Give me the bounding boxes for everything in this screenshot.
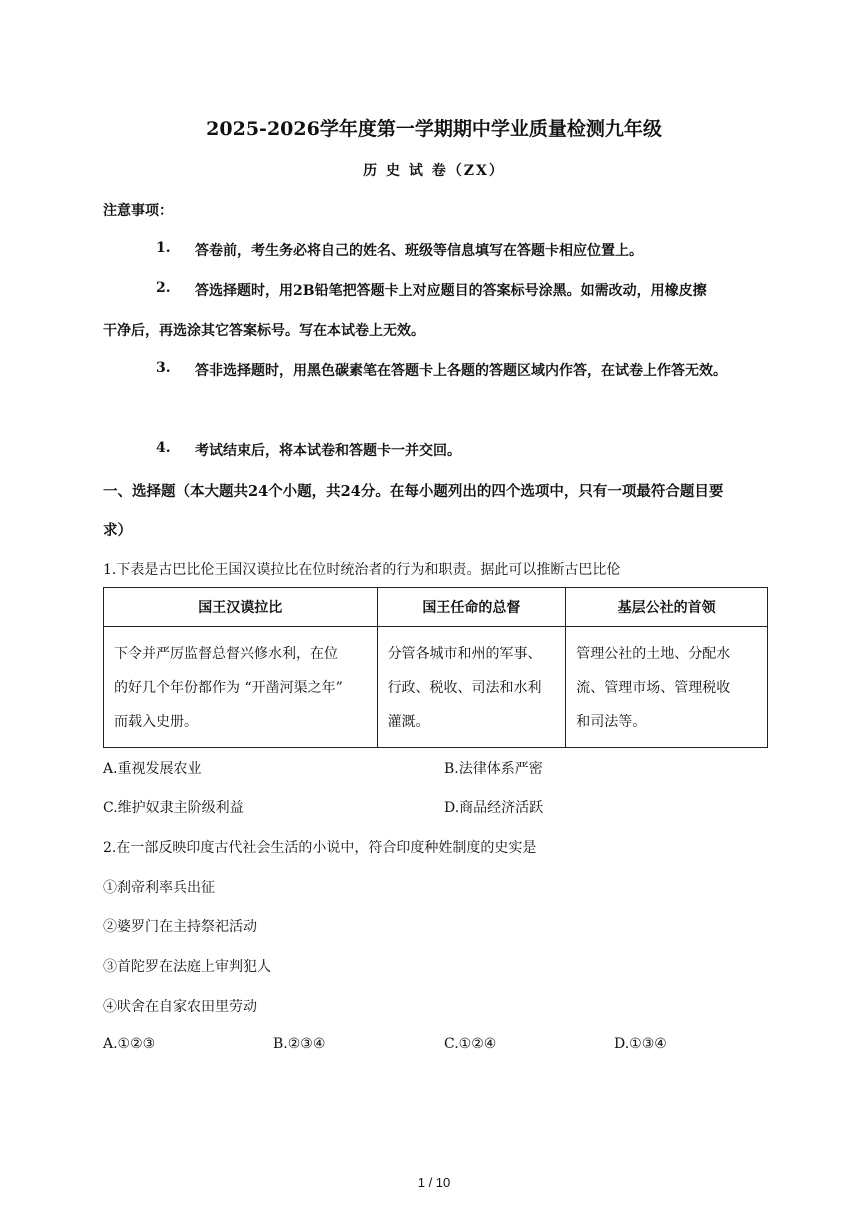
option-d: D.商品经济活跃 — [444, 800, 544, 816]
option-c: C.维护奴隶主阶级利益 — [103, 800, 244, 816]
option-b: B.法律体系严密 — [444, 761, 543, 777]
table-header: 国王任命的总督 — [377, 588, 566, 627]
cell-line: 行政、税收、司法和水利 — [387, 680, 542, 696]
notes-heading: 注意事项： — [103, 203, 173, 219]
table-cell — [377, 627, 566, 748]
exam-title: 2025-2026学年度第一学期期中学业质量检测九年级 — [206, 118, 662, 140]
question-2-item: ①刹帝利率兵出征 — [103, 880, 215, 896]
question-2-stem: 2.在一部反映印度古代社会生活的小说中，符合印度种姓制度的史实是 — [103, 840, 537, 856]
table-cell — [104, 627, 378, 748]
cell-line: 管理公社的土地、分配水 — [576, 646, 731, 662]
cell-line: 分管各城市和州的军事、 — [387, 646, 542, 662]
note-text: 答选择题时，用2B铅笔把答题卡上对应题目的答案标号涂黑。如需改动，用橡皮擦 — [195, 283, 707, 299]
section-heading: 一、选择题（本大题共24个小题，共24分。在每小题列出的四个选项中，只有一项最符合题目要 — [103, 483, 724, 500]
note-number: 2. — [156, 280, 171, 296]
exam-subtitle: 历 史 试 卷（ZX） — [363, 163, 505, 179]
option-a: A.①②③ — [103, 1036, 156, 1052]
cell-line: 下令并严厉监督总督兴修水利，在位 — [114, 646, 338, 662]
cell-line: 灌溉。 — [387, 714, 430, 730]
note-number: 4. — [156, 440, 171, 456]
question-1-stem: 1.下表是古巴比伦王国汉谟拉比在位时统治者的行为和职责。据此可以推断古巴比伦 — [103, 562, 621, 578]
question-2-item: ④吠舍在自家农田里劳动 — [103, 999, 257, 1015]
cell-line: 流、管理市场、管理税收 — [576, 680, 731, 696]
option-b: B.②③④ — [273, 1036, 326, 1052]
question-2-item: ③首陀罗在法庭上审判犯人 — [103, 959, 271, 975]
note-text: 答卷前，考生务必将自己的姓名、班级等信息填写在答题卡相应位置上。 — [195, 243, 643, 259]
option-c: C.①②④ — [444, 1036, 497, 1052]
question-1-table — [103, 587, 768, 748]
note-number: 3. — [156, 360, 171, 376]
table-cell — [566, 627, 768, 748]
note-text: 答非选择题时，用黑色碳素笔在答题卡上各题的答题区域内作答，在试卷上作答无效。 — [195, 363, 727, 379]
note-number: 1. — [156, 240, 171, 256]
option-d: D.①③④ — [614, 1036, 667, 1052]
cell-line: 的好几个年份都作为 “开凿河渠之年” — [114, 680, 343, 696]
cell-line: 和司法等。 — [576, 714, 647, 730]
cell-line: 而载入史册。 — [114, 714, 198, 730]
section-heading-cont: 求） — [103, 522, 132, 539]
note-text: 考试结束后，将本试卷和答题卡一并交回。 — [195, 443, 461, 459]
option-a: A.重视发展农业 — [103, 761, 202, 777]
page-number: 1 / 10 — [417, 1175, 451, 1190]
table-header: 国王汉谟拉比 — [104, 588, 378, 627]
table-header: 基层公社的首领 — [566, 588, 768, 627]
note-text: 干净后，再选涂其它答案标号。写在本试卷上无效。 — [103, 323, 425, 339]
question-2-item: ②婆罗门在主持祭祀活动 — [103, 919, 257, 935]
